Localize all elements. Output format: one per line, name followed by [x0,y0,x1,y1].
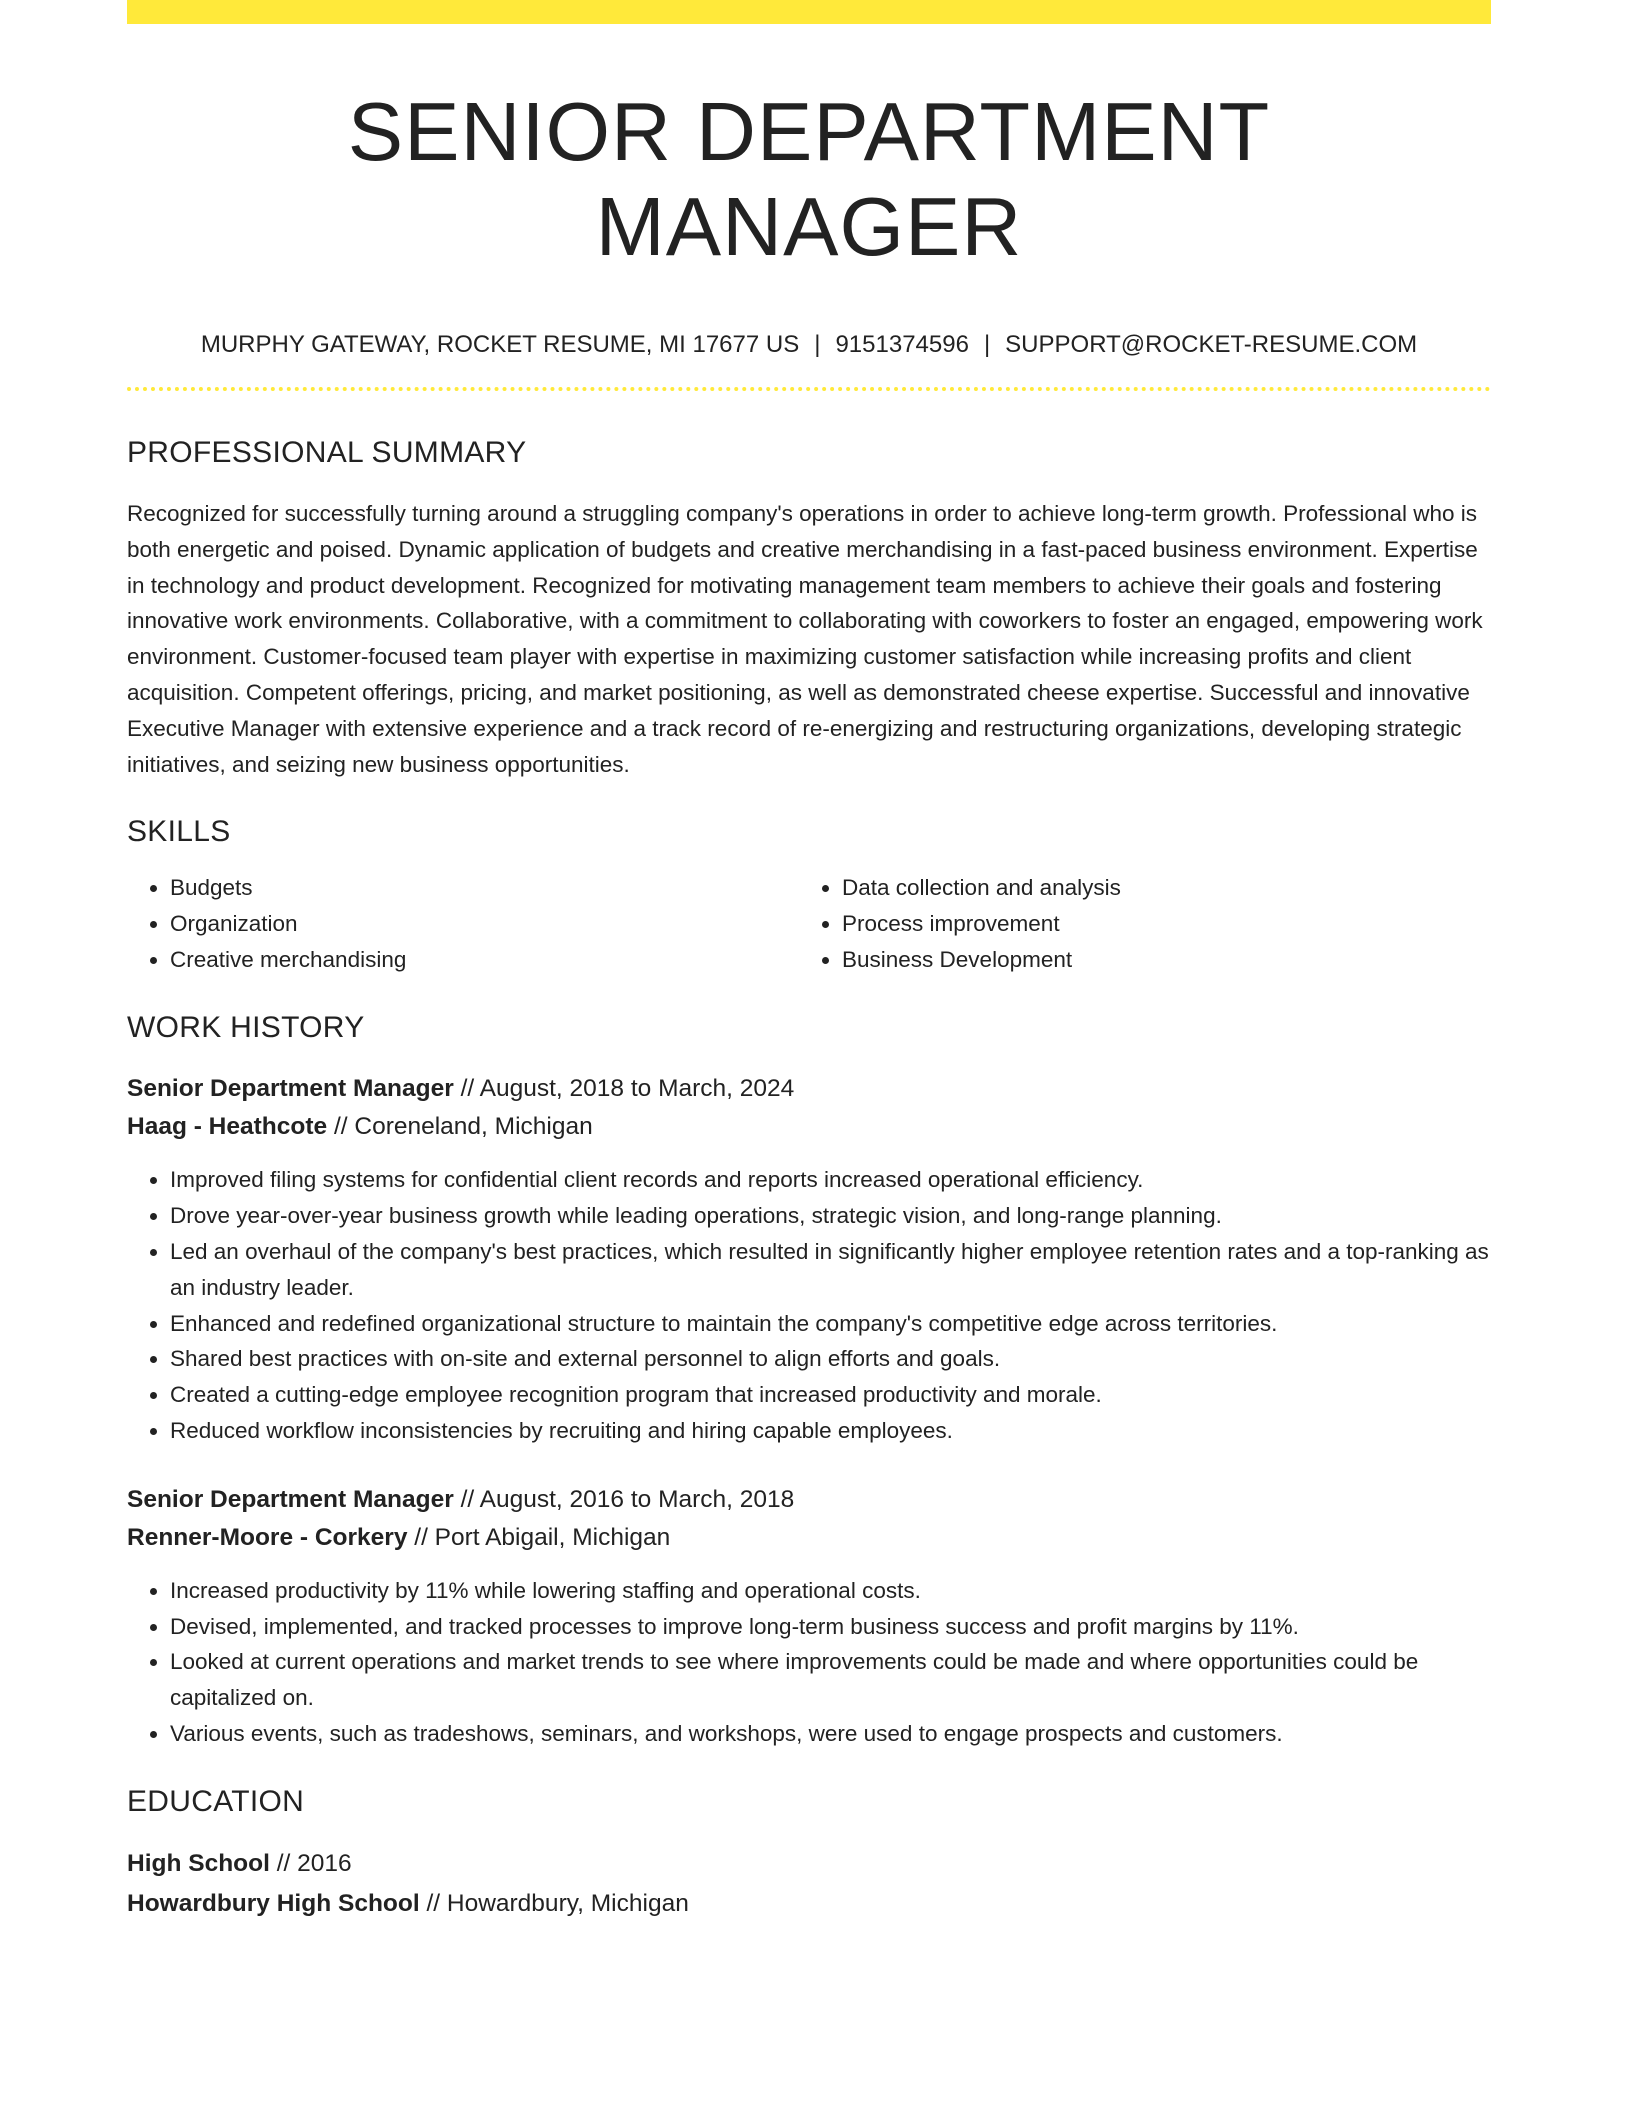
job-bullet: • Various events, such as tradeshows, seminars, and workshops, were used to engage prospects and customers. [170,1716,1491,1752]
resume-name: SENIOR DEPARTMENT MANAGER [347,85,1271,274]
job-company: Haag - Heathcote [127,1113,328,1141]
job-bullets [127,1573,1491,1752]
job-location: // Coreneland, Michigan [333,1113,593,1141]
job-bullets [127,1162,1491,1448]
contact-line [127,329,1491,360]
skills-column-left [127,870,799,978]
skill-item: • Organization [170,906,799,942]
section-heading-education: EDUCATION [127,1784,305,1818]
job-company: Renner-Moore - Corkery [127,1523,408,1551]
job-bullet: • Looked at current operations and market trends to see where improvements could be made and where opportunities could be capitalized on. [170,1644,1491,1716]
education-degree-line [127,1844,1491,1884]
skill-item: • Creative merchandising [170,942,799,978]
education-school: Howardbury High School [127,1889,420,1917]
skill-item: • Data collection and analysis [842,870,1471,906]
contact-separator: | [983,330,991,358]
job-title-line [127,1070,1491,1108]
section-heading-summary: PROFESSIONAL SUMMARY [127,436,527,470]
section-heading-skills: SKILLS [127,815,231,849]
job-company-line [127,1108,1491,1146]
resume-page [127,0,1491,1924]
job-title: Senior Department Manager [127,1075,454,1103]
job-location: // Port Abigail, Michigan [414,1523,671,1551]
contact-separator: | [814,330,821,358]
job-bullet: • Devised, implemented, and tracked processes to improve long-term business success and profit margins by 11%. [170,1609,1491,1645]
job-dates: // August, 2016 to March, 2018 [460,1485,795,1513]
section-heading-work: WORK HISTORY [127,1011,365,1045]
dotted-divider [127,387,1491,391]
job-title: Senior Department Manager [127,1485,454,1513]
job-bullet: • Improved filing systems for confidential client records and reports increased operational efficiency. [170,1162,1491,1198]
skill-item: • Business Development [842,942,1471,978]
job-bullet: • Created a cutting-edge employee recognition program that increased productivity and morale. [170,1377,1491,1413]
job-bullet: • Enhanced and redefined organizational structure to maintain the company's competitive edge across territories. [170,1306,1491,1342]
job-bullet: • Increased productivity by 11% while lowering staffing and operational costs. [170,1573,1491,1609]
contact-address: MURPHY GATEWAY, ROCKET RESUME, MI 17677 US [200,330,800,358]
contact-email: SUPPORT@ROCKET-RESUME.COM [1005,330,1418,358]
education-year: // 2016 [276,1849,352,1877]
job-entry [127,1070,1491,1448]
education-degree: High School [127,1849,270,1877]
job-dates: // August, 2018 to March, 2024 [460,1075,795,1103]
contact-phone: 9151374596 [835,330,969,358]
skill-item: • Process improvement [842,906,1471,942]
education-entry [127,1844,1491,1924]
summary-text: Recognized for successfully turning around a struggling company's operations in order to achieve long-term growth. Professional who is both energetic and poised. Dynamic application of budgets and creative merchandising in a fast-paced business environment. Expertise in technology and product development. Recognized for motivating management team members to achieve their goals and fostering innovative work environments. Collaborative, with a commitment to collaborating with coworkers to foster an engaged, empowering work environment. Customer-focused team player with expertise in maximizing customer satisfaction while increasing profits and client acquisition. Competent offerings, pricing, and market positioning, as well as demonstrated cheese expertise. Successful and innovative Executive Manager with extensive experience and a track record of re-energizing and restructuring organizations, developing strategic initiatives, and seizing new business opportunities. [127,501,1483,777]
job-bullet: • Shared best practices with on-site and external personnel to align efforts and goals. [170,1341,1491,1377]
skills-list [127,870,1491,978]
education-school-line [127,1884,1491,1924]
job-title-line [127,1481,1491,1519]
job-company-line [127,1519,1491,1557]
job-bullet: • Reduced workflow inconsistencies by recruiting and hiring capable employees. [170,1413,1491,1449]
skills-column-right [799,870,1471,978]
job-entry [127,1481,1491,1752]
job-bullet: • Drove year-over-year business growth while leading operations, strategic vision, and long-range planning. [170,1198,1491,1234]
education-location: // Howardbury, Michigan [426,1889,689,1917]
top-accent-bar [127,0,1491,24]
job-bullet: • Led an overhaul of the company's best practices, which resulted in significantly higher employee retention rates and a top-ranking as an industry leader. [170,1234,1491,1306]
skill-item: • Budgets [170,870,799,906]
